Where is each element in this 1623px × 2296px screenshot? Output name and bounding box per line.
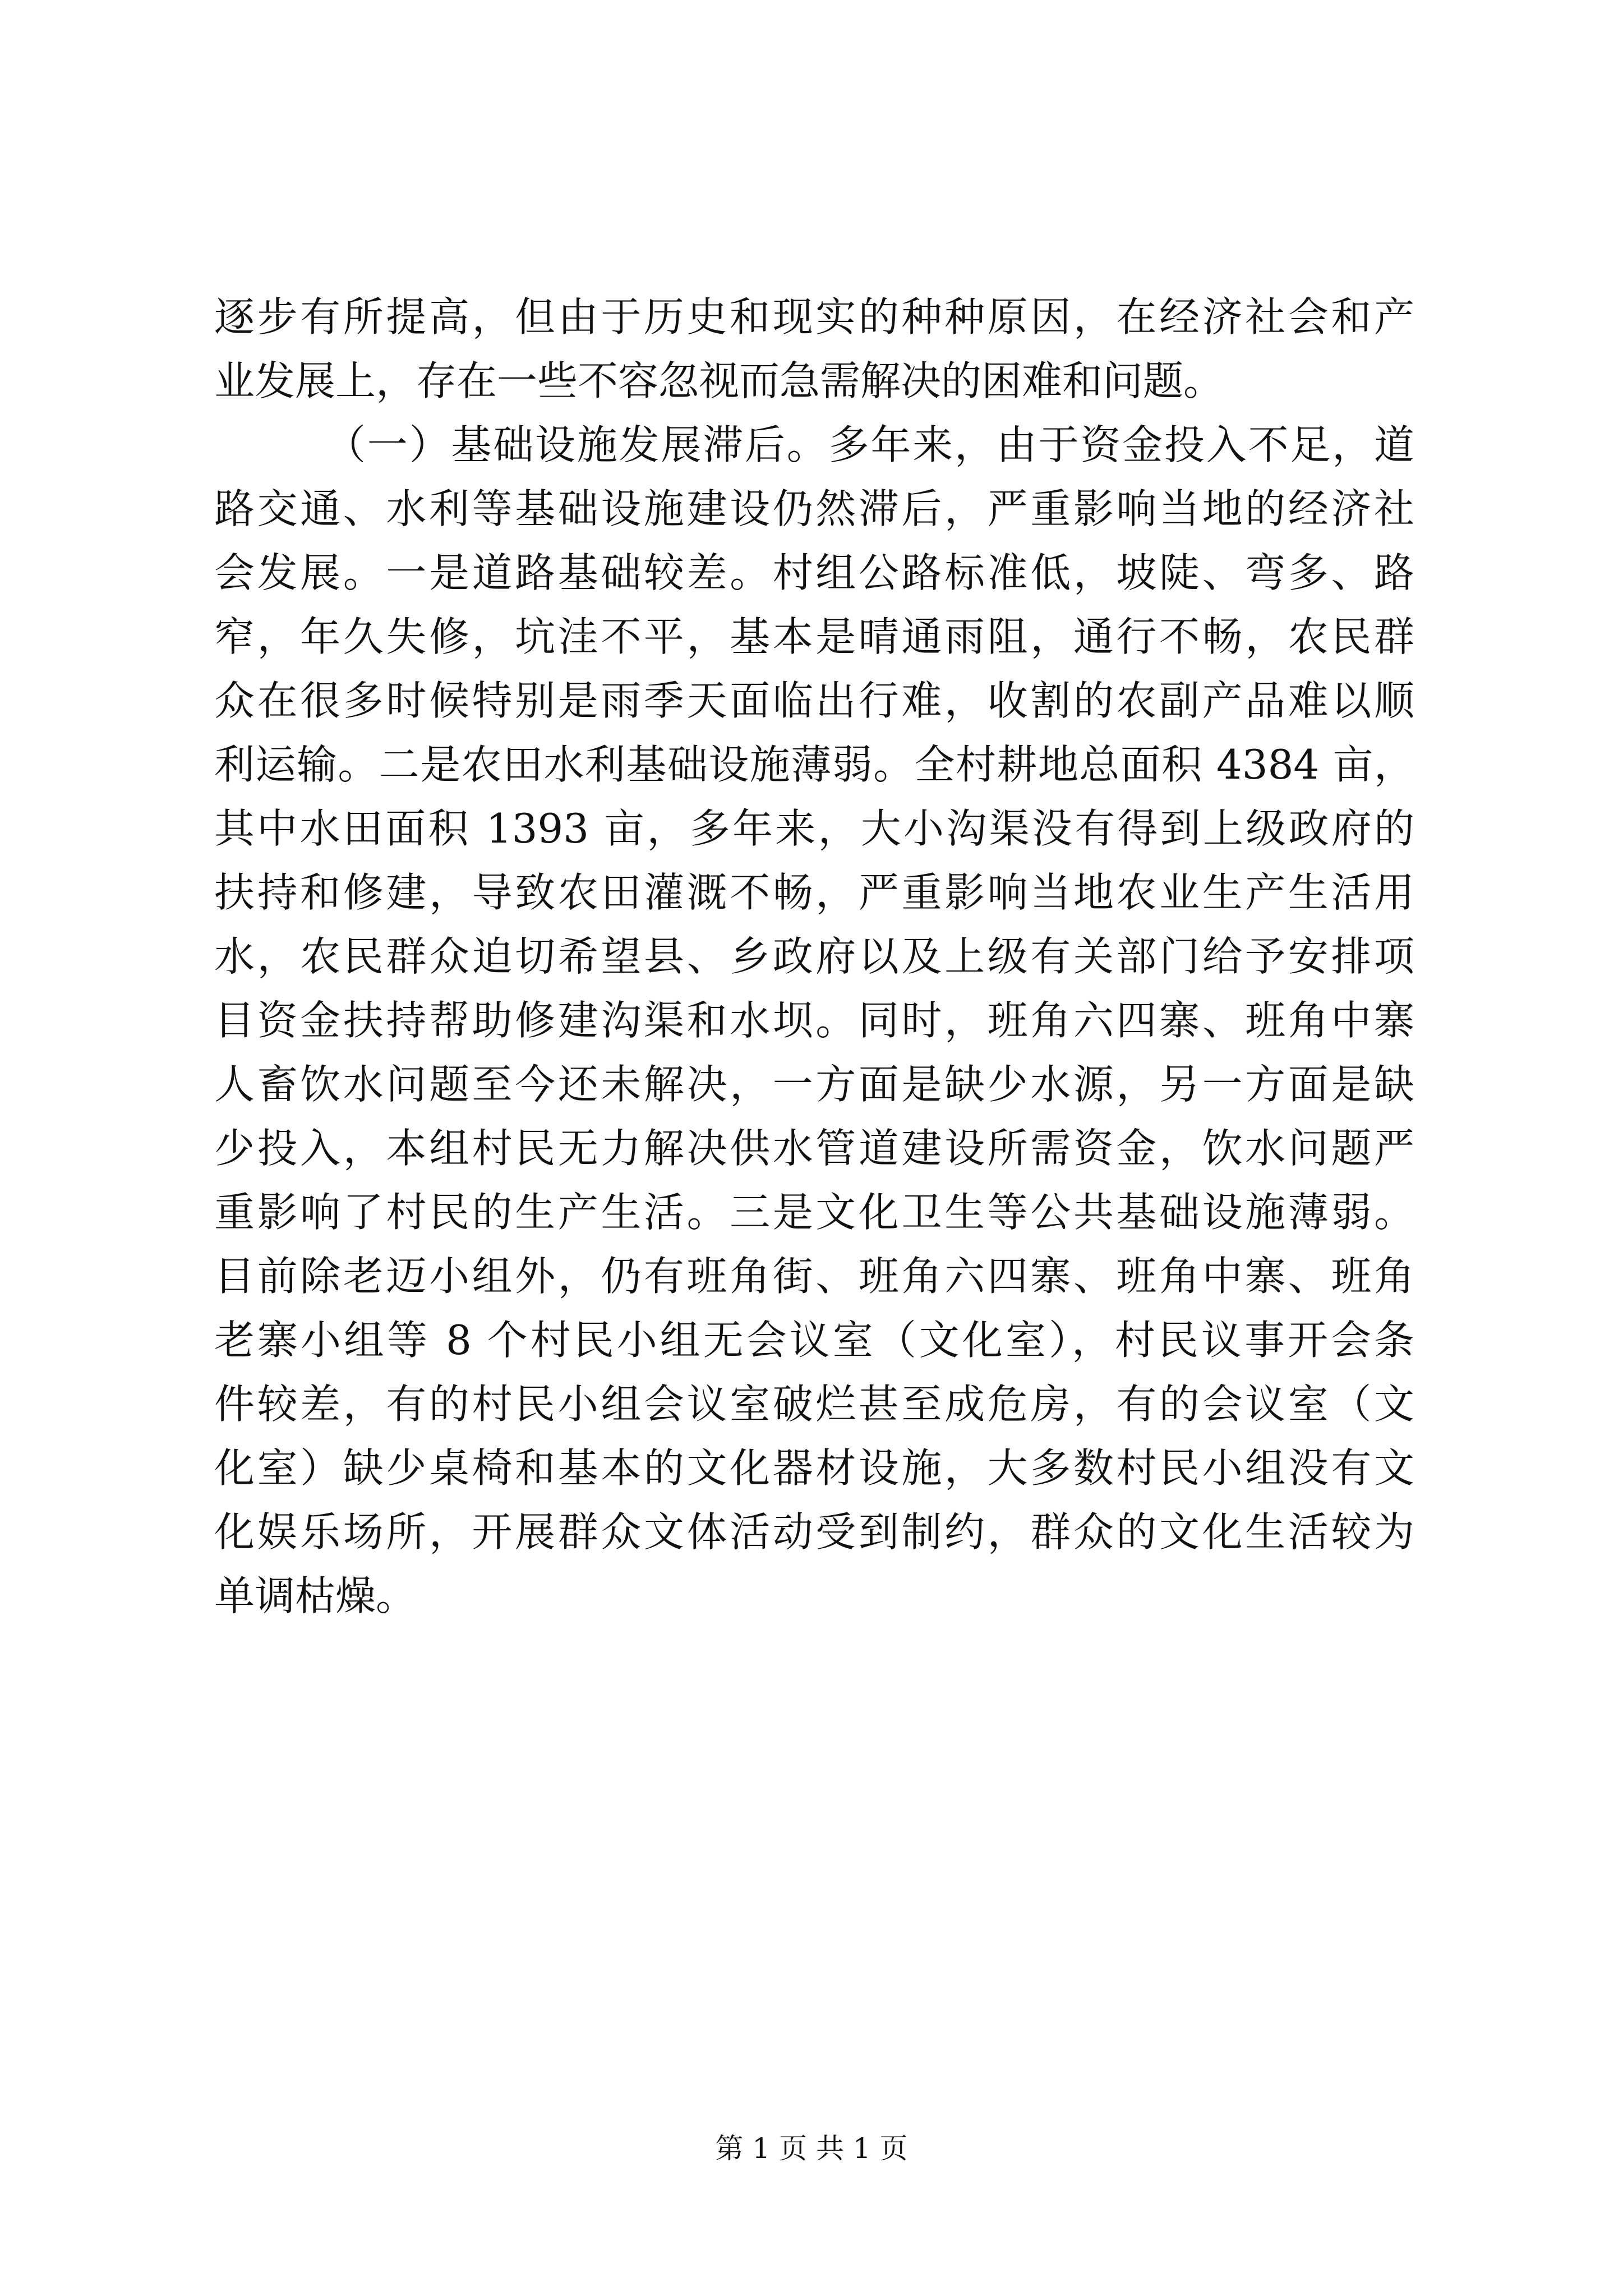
- text-line: 利运输。二是农田水利基础设施薄弱。全村耕地总面积 4384 亩，: [214, 741, 1414, 788]
- text-line: 目前除老迈小组外，仍有班角街、班角六四寨、班角中寨、班角: [214, 1253, 1414, 1300]
- text-line: 路交通、水利等基础设施建设仍然滞后，严重影响当地的经济社: [214, 485, 1414, 532]
- text-line: 重影响了村民的生产生活。三是文化卫生等公共基础设施薄弱。: [214, 1189, 1414, 1236]
- text-line: 化室）缺少桌椅和基本的文化器材设施，大多数村民小组没有文: [214, 1444, 1414, 1492]
- section-heading-line: （一）基础设施发展滞后。多年来，由于资金投入不足，道: [325, 421, 1414, 468]
- text-line: 扶持和修建，导致农田灌溉不畅，严重影响当地农业生产生活用: [214, 869, 1414, 916]
- text-line: 业发展上，存在一些不容忽视而急需解决的困难和问题。: [214, 357, 1224, 404]
- text-line: 众在很多时候特别是雨季天面临出行难，收割的农副产品难以顺: [214, 677, 1414, 724]
- text-line: 件较差，有的村民小组会议室破烂甚至成危房，有的会议室（文: [214, 1381, 1414, 1428]
- text-line: 化娱乐场所，开展群众文体活动受到制约，群众的文化生活较为: [214, 1508, 1414, 1556]
- text-line: 人畜饮水问题至今还未解决，一方面是缺少水源，另一方面是缺: [214, 1061, 1414, 1108]
- text-line: 目资金扶持帮助修建沟渠和水坝。同时，班角六四寨、班角中寨: [214, 997, 1414, 1044]
- text-line: 会发展。一是道路基础较差。村组公路标准低，坡陡、弯多、路: [214, 549, 1414, 596]
- text-line: 其中水田面积 1393 亩，多年来，大小沟渠没有得到上级政府的: [214, 805, 1414, 852]
- body-text: [214, 285, 1414, 1628]
- text-line: 老寨小组等 8 个村民小组无会议室（文化室），村民议事开会条: [214, 1317, 1414, 1364]
- text-line: 逐步有所提高，但由于历史和现实的种种原因，在经济社会和产: [214, 293, 1414, 341]
- page-number-footer: 第 1 页 共 1 页: [715, 2132, 908, 2165]
- text-line: 窄，年久失修，坑洼不平，基本是晴通雨阻，通行不畅，农民群: [214, 613, 1414, 660]
- text-line: 水，农民群众迫切希望县、乡政府以及上级有关部门给予安排项: [214, 933, 1414, 980]
- text-line: 单调枯燥。: [214, 1572, 417, 1619]
- text-line: 少投入，本组村民无力解决供水管道建设所需资金，饮水问题严: [214, 1125, 1414, 1172]
